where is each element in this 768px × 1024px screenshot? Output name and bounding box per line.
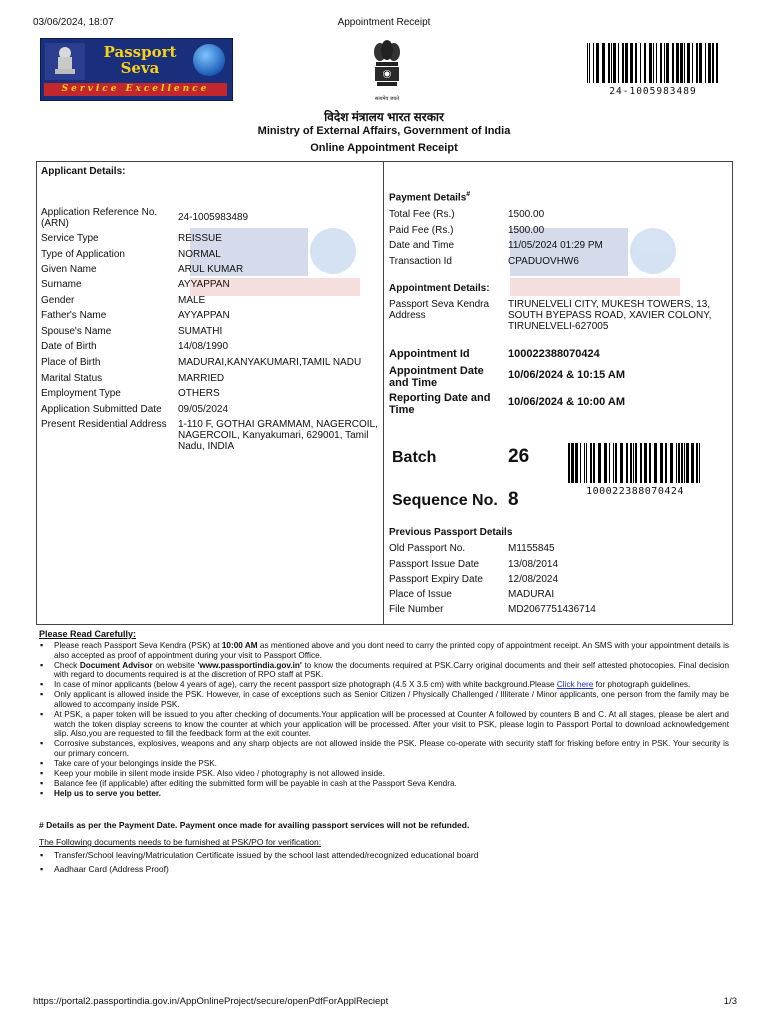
documents-list [39, 850, 729, 878]
spouse-name-value: SUMATHI [178, 326, 223, 337]
barcode-bar [596, 43, 599, 83]
barcode-bar [687, 43, 690, 83]
barcode-bar [630, 43, 633, 83]
list-item: ▪ Only applicant is allowed inside the PSK. However, in case of exceptions such as Senior Citizen / Physically Challenged / Illiterate / Minor applicants, one person from the family may be allowed to accompany inside PSK. [39, 690, 729, 709]
barcode-bar [598, 443, 601, 483]
list-item: ▪ Keep your mobile in silent mode inside PSK. Also video / photography is not allowed inside. [39, 769, 729, 779]
surname-label: Surname [41, 279, 82, 290]
appointment-barcode [568, 443, 702, 483]
barcode-bar [684, 43, 685, 83]
payment-footnote: # Details as per the Payment Date. Payment once made for availing passport services will not be refunded. [39, 820, 470, 830]
father-name-value: AYYAPPAN [178, 310, 230, 321]
barcode-bar [654, 443, 657, 483]
applicant-details-heading: Applicant Details: [41, 166, 126, 177]
sequence-value: 8 [508, 489, 519, 510]
barcode-bar [633, 443, 634, 483]
barcode-bar [602, 43, 605, 83]
appointment-id-label: Appointment Id [389, 348, 470, 360]
paid-fee-label: Paid Fee (Rs.) [389, 225, 454, 236]
issue-date-value: 13/08/2014 [508, 559, 559, 570]
barcode-bar [660, 443, 663, 483]
barcode-bar [705, 43, 706, 83]
list-item: ▪ Help us to serve you better. [39, 789, 729, 799]
list-item: ▪ Transfer/School leaving/Matriculation Certificate issued by the school last attended/recognized educational board [39, 850, 729, 860]
marital-status-value: MARRIED [178, 373, 225, 384]
barcode-bar [676, 443, 677, 483]
application-type-label: Type of Application [41, 249, 125, 260]
appointment-date-label: Appointment Date and Time [389, 365, 484, 389]
address-value: 1-110 F, GOTHAI GRAMMAM, NAGERCOIL, NAGERCOIL, Kanyakumari, 629001, Tamil Nadu, INDIA [178, 419, 378, 452]
barcode-bar [644, 43, 646, 83]
barcode-bar [625, 43, 628, 83]
logo-title: Passport Seva [103, 43, 177, 77]
psk-address-value: TIRUNELVELI CITY, MUKESH TOWERS, 13, SOUTH BYEPASS ROAD, XAVIER COLONY, TIRUNELVELI-627005 [508, 299, 712, 332]
psk-address-label: Passport Seva Kendra Address [389, 299, 490, 321]
notes-heading: Please Read Carefully: [39, 629, 137, 639]
barcode-bar [608, 43, 610, 83]
barcode-bar [656, 43, 657, 83]
old-passport-value: M1155845 [508, 543, 555, 554]
marital-status-label: Marital Status [41, 373, 103, 384]
barcode-bar [620, 443, 623, 483]
dob-label: Date of Birth [41, 341, 97, 352]
barcode-bar [678, 443, 680, 483]
print-datetime: 03/06/2024, 18:07 [33, 17, 114, 28]
place-of-birth-label: Place of Birth [41, 357, 101, 368]
dob-value: 14/08/1990 [178, 341, 229, 352]
expiry-date-label: Passport Expiry Date [389, 574, 483, 585]
barcode-bar [622, 43, 624, 83]
issue-date-label: Passport Issue Date [389, 559, 480, 570]
barcode-bar [712, 43, 714, 83]
barcode-bar [584, 443, 585, 483]
barcode-bar [609, 443, 610, 483]
barcode-bar [681, 443, 683, 483]
employment-type-label: Employment Type [41, 388, 121, 399]
barcode-bar [691, 443, 694, 483]
barcode-bar [590, 443, 592, 483]
arn-value: 24-1005983489 [178, 212, 249, 223]
barcode-bar [618, 43, 619, 83]
print-title: Appointment Receipt [337, 17, 431, 28]
barcode-bar [604, 443, 607, 483]
globe-icon [193, 44, 225, 76]
barcode-bar [692, 43, 693, 83]
appointment-id-value: 100022388070424 [508, 348, 600, 360]
barcode-bar [670, 443, 673, 483]
barcode-bar [626, 443, 628, 483]
barcode-bar [611, 43, 612, 83]
barcode-bar [589, 43, 590, 83]
barcode-bar [699, 43, 702, 83]
barcode-bar [708, 43, 711, 83]
old-passport-label: Old Passport No. [389, 543, 466, 554]
barcode-bar [593, 43, 594, 83]
file-number-label: File Number [389, 604, 444, 615]
receipt-title: Online Appointment Receipt [310, 142, 458, 154]
barcode-bar [640, 443, 642, 483]
given-name-label: Given Name [41, 264, 97, 275]
barcode-bar [575, 443, 578, 483]
barcode-bar [635, 443, 637, 483]
address-label: Present Residential Address [41, 419, 167, 430]
barcode-bar [665, 443, 667, 483]
service-type-value: REISSUE [178, 233, 222, 244]
barcode-bar [587, 43, 588, 83]
file-number-value: MD2067751436714 [508, 604, 596, 615]
barcode-bar [571, 443, 574, 483]
surname-value: AYYAPPAN [178, 279, 230, 290]
emblem-motto: सत्यमेव जयते [374, 96, 400, 102]
employment-type-value: OTHERS [178, 388, 220, 399]
barcode-bar [630, 443, 632, 483]
barcode-bar [649, 443, 651, 483]
barcode-bar [644, 443, 647, 483]
previous-passport-heading: Previous Passport Details [389, 527, 513, 538]
logo-tagline: Service Excellence [44, 83, 227, 96]
appointment-details-heading: Appointment Details: [389, 283, 490, 294]
sequence-label: Sequence No. [392, 492, 498, 509]
transaction-id-value: CPADUOVHW6 [508, 256, 579, 267]
total-fee-label: Total Fee (Rs.) [389, 209, 455, 220]
payment-datetime-value: 11/05/2024 01:29 PM [508, 240, 603, 251]
barcode-bar [653, 43, 654, 83]
place-of-birth-value: MADURAI,KANYAKUMARI,TAMIL NADU [178, 357, 362, 368]
list-item: ▪ Take care of your belongings inside the PSK. [39, 759, 729, 769]
barcode-bar [672, 43, 674, 83]
barcode-bar [696, 443, 698, 483]
barcode-bar [686, 443, 689, 483]
application-type-value: NORMAL [178, 249, 221, 260]
barcode-bar [696, 43, 698, 83]
logo-emblem-icon [45, 43, 85, 80]
photo-guidelines-link[interactable]: Click here [556, 680, 594, 690]
gender-label: Gender [41, 295, 75, 306]
arn-barcode-text: 24-1005983489 [609, 86, 697, 97]
print-url: https://portal2.passportindia.gov.in/AppOnlineProject/secure/openPdfForApplReciept [33, 996, 389, 1007]
barcode-bar [666, 43, 669, 83]
passport-seva-logo [40, 38, 233, 101]
appointment-date-value: 10/06/2024 & 10:15 AM [508, 369, 625, 381]
submitted-date-value: 09/05/2024 [178, 404, 229, 415]
barcode-bar [676, 43, 679, 83]
barcode-bar [664, 43, 665, 83]
payment-details-heading: Payment Details# [389, 191, 471, 204]
service-type-label: Service Type [41, 233, 99, 244]
gender-value: MALE [178, 295, 206, 306]
arn-barcode [587, 43, 719, 83]
list-item: ▪ Please reach Passport Seva Kendra (PSK) at 10:00 AM as mentioned above and you dont need to carry the printed copy of appointment receipt. An SMS with your appointment details is also accepted as proof of appointment during your visit to Passport Office. [39, 641, 729, 660]
list-item: ▪ Corrosive substances, explosives, weapons and any sharp objects are not allowed inside the PSK. Please co-operate with security staff for frisking before entry in PSK. Your security is our primary concern. [39, 739, 729, 758]
instructions-list [39, 641, 729, 800]
arn-label: Application Reference No. (ARN) [41, 207, 158, 229]
barcode-bar [580, 443, 581, 483]
ministry-heading: Ministry of External Affairs, Government of India [257, 125, 511, 137]
list-item: ▪ At PSK, a paper token will be issued to you after checking of documents.Your application will be processed at Counter A followed by counters B and C. At all stages, please be alert and watch the token display screens to know the counter at which your application will be processed. After your visit to PSK, please login to Passport Portal to download acknowledgement slip. Also,you are requested to fill the feedback form at the exit counter. [39, 710, 729, 739]
list-item: ▪ Aadhaar Card (Address Proof) [39, 864, 729, 874]
reporting-date-label: Reporting Date and Time [389, 392, 491, 416]
barcode-bar [593, 443, 595, 483]
submitted-date-label: Application Submitted Date [41, 404, 162, 415]
barcode-bar [613, 43, 616, 83]
payment-datetime-label: Date and Time [389, 240, 455, 251]
barcode-bar [615, 443, 617, 483]
barcode-bar [699, 443, 700, 483]
barcode-bar [660, 43, 662, 83]
total-fee-value: 1500.00 [508, 209, 545, 220]
list-item: ▪ Balance fee (if applicable) after editing the submitted form will be payable in cash at the Passport Seva Kendra. [39, 779, 729, 789]
place-of-issue-label: Place of Issue [389, 589, 452, 600]
expiry-date-value: 12/08/2024 [508, 574, 559, 585]
barcode-bar [684, 443, 685, 483]
list-item: ▪ In case of minor applicants (below 4 years of age), carry the recent passport size photograph (4.5 X 3.5 cm) with white background.Please Click here for photograph guidelines. [39, 680, 729, 690]
barcode-bar [716, 43, 718, 83]
barcode-bar [635, 43, 637, 83]
barcode-bar [640, 43, 641, 83]
barcode-bar [613, 443, 614, 483]
barcode-bar [680, 43, 683, 83]
reporting-date-value: 10/06/2024 & 10:00 AM [508, 396, 625, 408]
column-divider [383, 161, 384, 624]
appointment-barcode-text: 100022388070424 [586, 486, 684, 497]
spouse-name-label: Spouse's Name [41, 326, 112, 337]
barcode-bar [649, 43, 652, 83]
given-name-value: ARUL KUMAR [178, 264, 244, 275]
batch-value: 26 [508, 446, 530, 467]
paid-fee-value: 1500.00 [508, 225, 545, 236]
batch-label: Batch [392, 449, 437, 466]
list-item: ▪ Check Document Advisor on website 'www.passportindia.gov.in' to know the documents required at PSK.Carry original documents and their self attested photocopies. Final decision with regard to documents required is at the discretion of RPO staff at PSK. [39, 661, 729, 680]
barcode-bar [586, 443, 587, 483]
transaction-id-label: Transaction Id [389, 256, 452, 267]
father-name-label: Father's Name [41, 310, 107, 321]
place-of-issue-value: MADURAI [508, 589, 555, 600]
documents-heading: The Following documents needs to be furnished at PSK/PO for verification: [39, 837, 322, 847]
print-page-number: 1/3 [723, 996, 737, 1007]
national-emblem-icon [372, 40, 402, 102]
barcode-bar [568, 443, 570, 483]
hindi-heading: विदेश मंत्रालय भारत सरकार [324, 110, 444, 124]
